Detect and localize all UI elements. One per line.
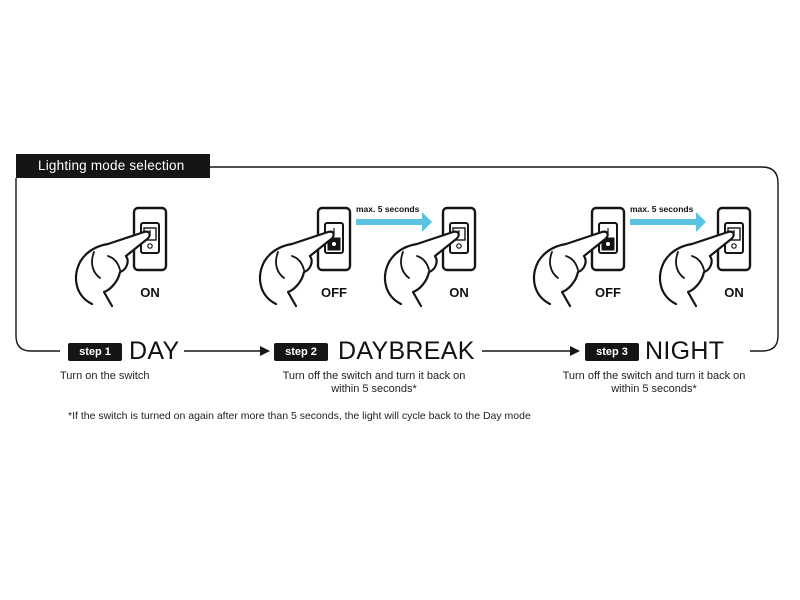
switch-step3-off-label: OFF bbox=[595, 285, 621, 300]
step-2-mode-title: DAYBREAK bbox=[338, 337, 475, 365]
timer-label-step2: max. 5 seconds bbox=[356, 204, 420, 214]
step-1-badge: step 1 bbox=[68, 343, 122, 361]
step-3-mode-title: NIGHT bbox=[645, 337, 725, 365]
step-1-description: Turn on the switch bbox=[60, 370, 150, 382]
switch-step2-on-label: ON bbox=[449, 285, 469, 300]
timer-arrow-step3 bbox=[630, 204, 706, 232]
step-2-badge: step 2 bbox=[274, 343, 328, 361]
step-3-description: Turn off the switch and turn it back on within 5 seconds* bbox=[562, 370, 746, 395]
switch-step1-on-label: ON bbox=[140, 285, 160, 300]
frame-border-left bbox=[16, 178, 60, 351]
timer-arrow-step2 bbox=[356, 204, 432, 232]
footnote: *If the switch is turned on again after more than 5 seconds, the light will cycle back to the Day mode bbox=[68, 410, 531, 422]
section-title: Lighting mode selection bbox=[16, 154, 210, 178]
step-1-mode-title: DAY bbox=[129, 337, 180, 365]
step-3-badge: step 3 bbox=[585, 343, 639, 361]
step-2-description: Turn off the switch and turn it back on within 5 seconds* bbox=[282, 370, 466, 395]
timer-label-step3: max. 5 seconds bbox=[630, 204, 694, 214]
switch-step2-off-label: OFF bbox=[321, 285, 347, 300]
switch-step3-on-label: ON bbox=[724, 285, 744, 300]
